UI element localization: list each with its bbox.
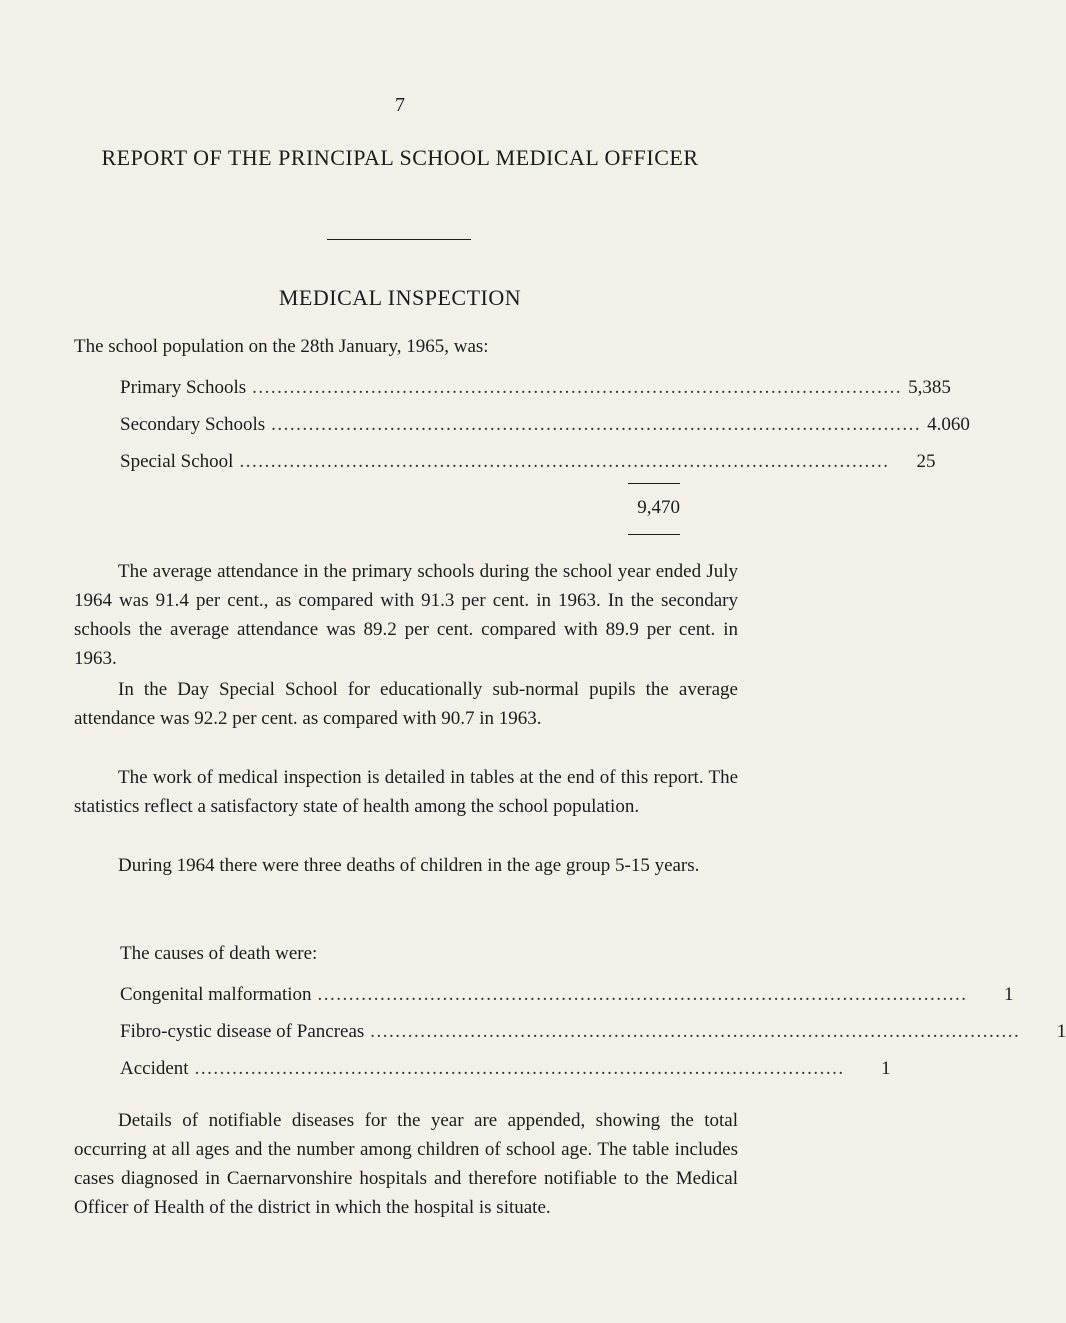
paragraph-medical-inspection: The work of medical inspection is detailed in tables at the end of this report. The statistics reflect a satisfactory state of health among the school population. — [74, 767, 738, 817]
cause-row — [120, 1021, 1066, 1043]
population-label: Primary Schools — [120, 377, 247, 398]
dot-leader: ........................................................................................................ — [370, 1021, 1021, 1042]
population-label: Secondary Schools — [120, 414, 266, 435]
population-label: Special School — [120, 451, 234, 472]
total-rule-top — [628, 483, 680, 484]
report-title: REPORT OF THE PRINCIPAL SCHOOL MEDICAL OFFICER — [101, 145, 699, 170]
cause-label: Congenital malformation — [120, 984, 312, 1005]
total-rule-bottom — [628, 534, 680, 535]
dot-leader: ........................................................................................................ — [194, 1058, 845, 1079]
population-row-primary — [120, 377, 951, 399]
cause-row — [120, 984, 1014, 1006]
dot-leader: ........................................................................................................ — [317, 984, 968, 1005]
paragraph-attendance: The average attendance in the primary schools during the school year ended July 1964 was 91.4 per cent., as compared with 91.3 per cent. in 1963. In the secondary schools the average attendance was 89.2 per cent. compared with 89.9 per cent. in 1963. — [74, 561, 738, 669]
population-value: 5,385 — [908, 377, 951, 398]
cause-label: Fibro-cystic disease of Pancreas — [120, 1021, 365, 1042]
title-divider — [327, 239, 471, 240]
population-row-special — [120, 451, 936, 473]
cause-label: Accident — [120, 1058, 189, 1079]
paragraph-deaths: During 1964 there were three deaths of children in the age group 5-15 years. — [118, 855, 700, 876]
cause-value: 1 — [1056, 1021, 1066, 1042]
paragraph-special-school: In the Day Special School for educationally sub-normal pupils the average attendance was 92.2 per cent. as compared with 90.7 in 1963. — [74, 679, 738, 729]
causes-intro: The causes of death were: — [120, 943, 318, 964]
paragraph-notifiable-diseases: Details of notifiable diseases for the year are appended, showing the total occurring at all ages and the number among children of school age. The table includes cases diagnosed in Caernarvonshire hospitals and therefore notifiable to the Medical Officer of Health of the district in which the hospital is situate. — [74, 1110, 738, 1218]
cause-value: 1 — [1004, 984, 1014, 1005]
dot-leader: ........................................................................................................ — [271, 414, 922, 435]
population-value: 25 — [916, 451, 936, 472]
section-heading: MEDICAL INSPECTION — [278, 285, 522, 310]
population-row-secondary — [120, 414, 970, 436]
dot-leader: ........................................................................................................ — [239, 451, 890, 472]
population-total: 9,470 — [637, 497, 680, 518]
cause-value: 1 — [881, 1058, 891, 1079]
page-number: 7 — [395, 94, 405, 116]
cause-row — [120, 1058, 891, 1080]
dot-leader: ........................................................................................................ — [252, 377, 903, 398]
population-intro: The school population on the 28th January, 1965, was: — [74, 336, 489, 357]
population-value: 4.060 — [927, 414, 970, 435]
